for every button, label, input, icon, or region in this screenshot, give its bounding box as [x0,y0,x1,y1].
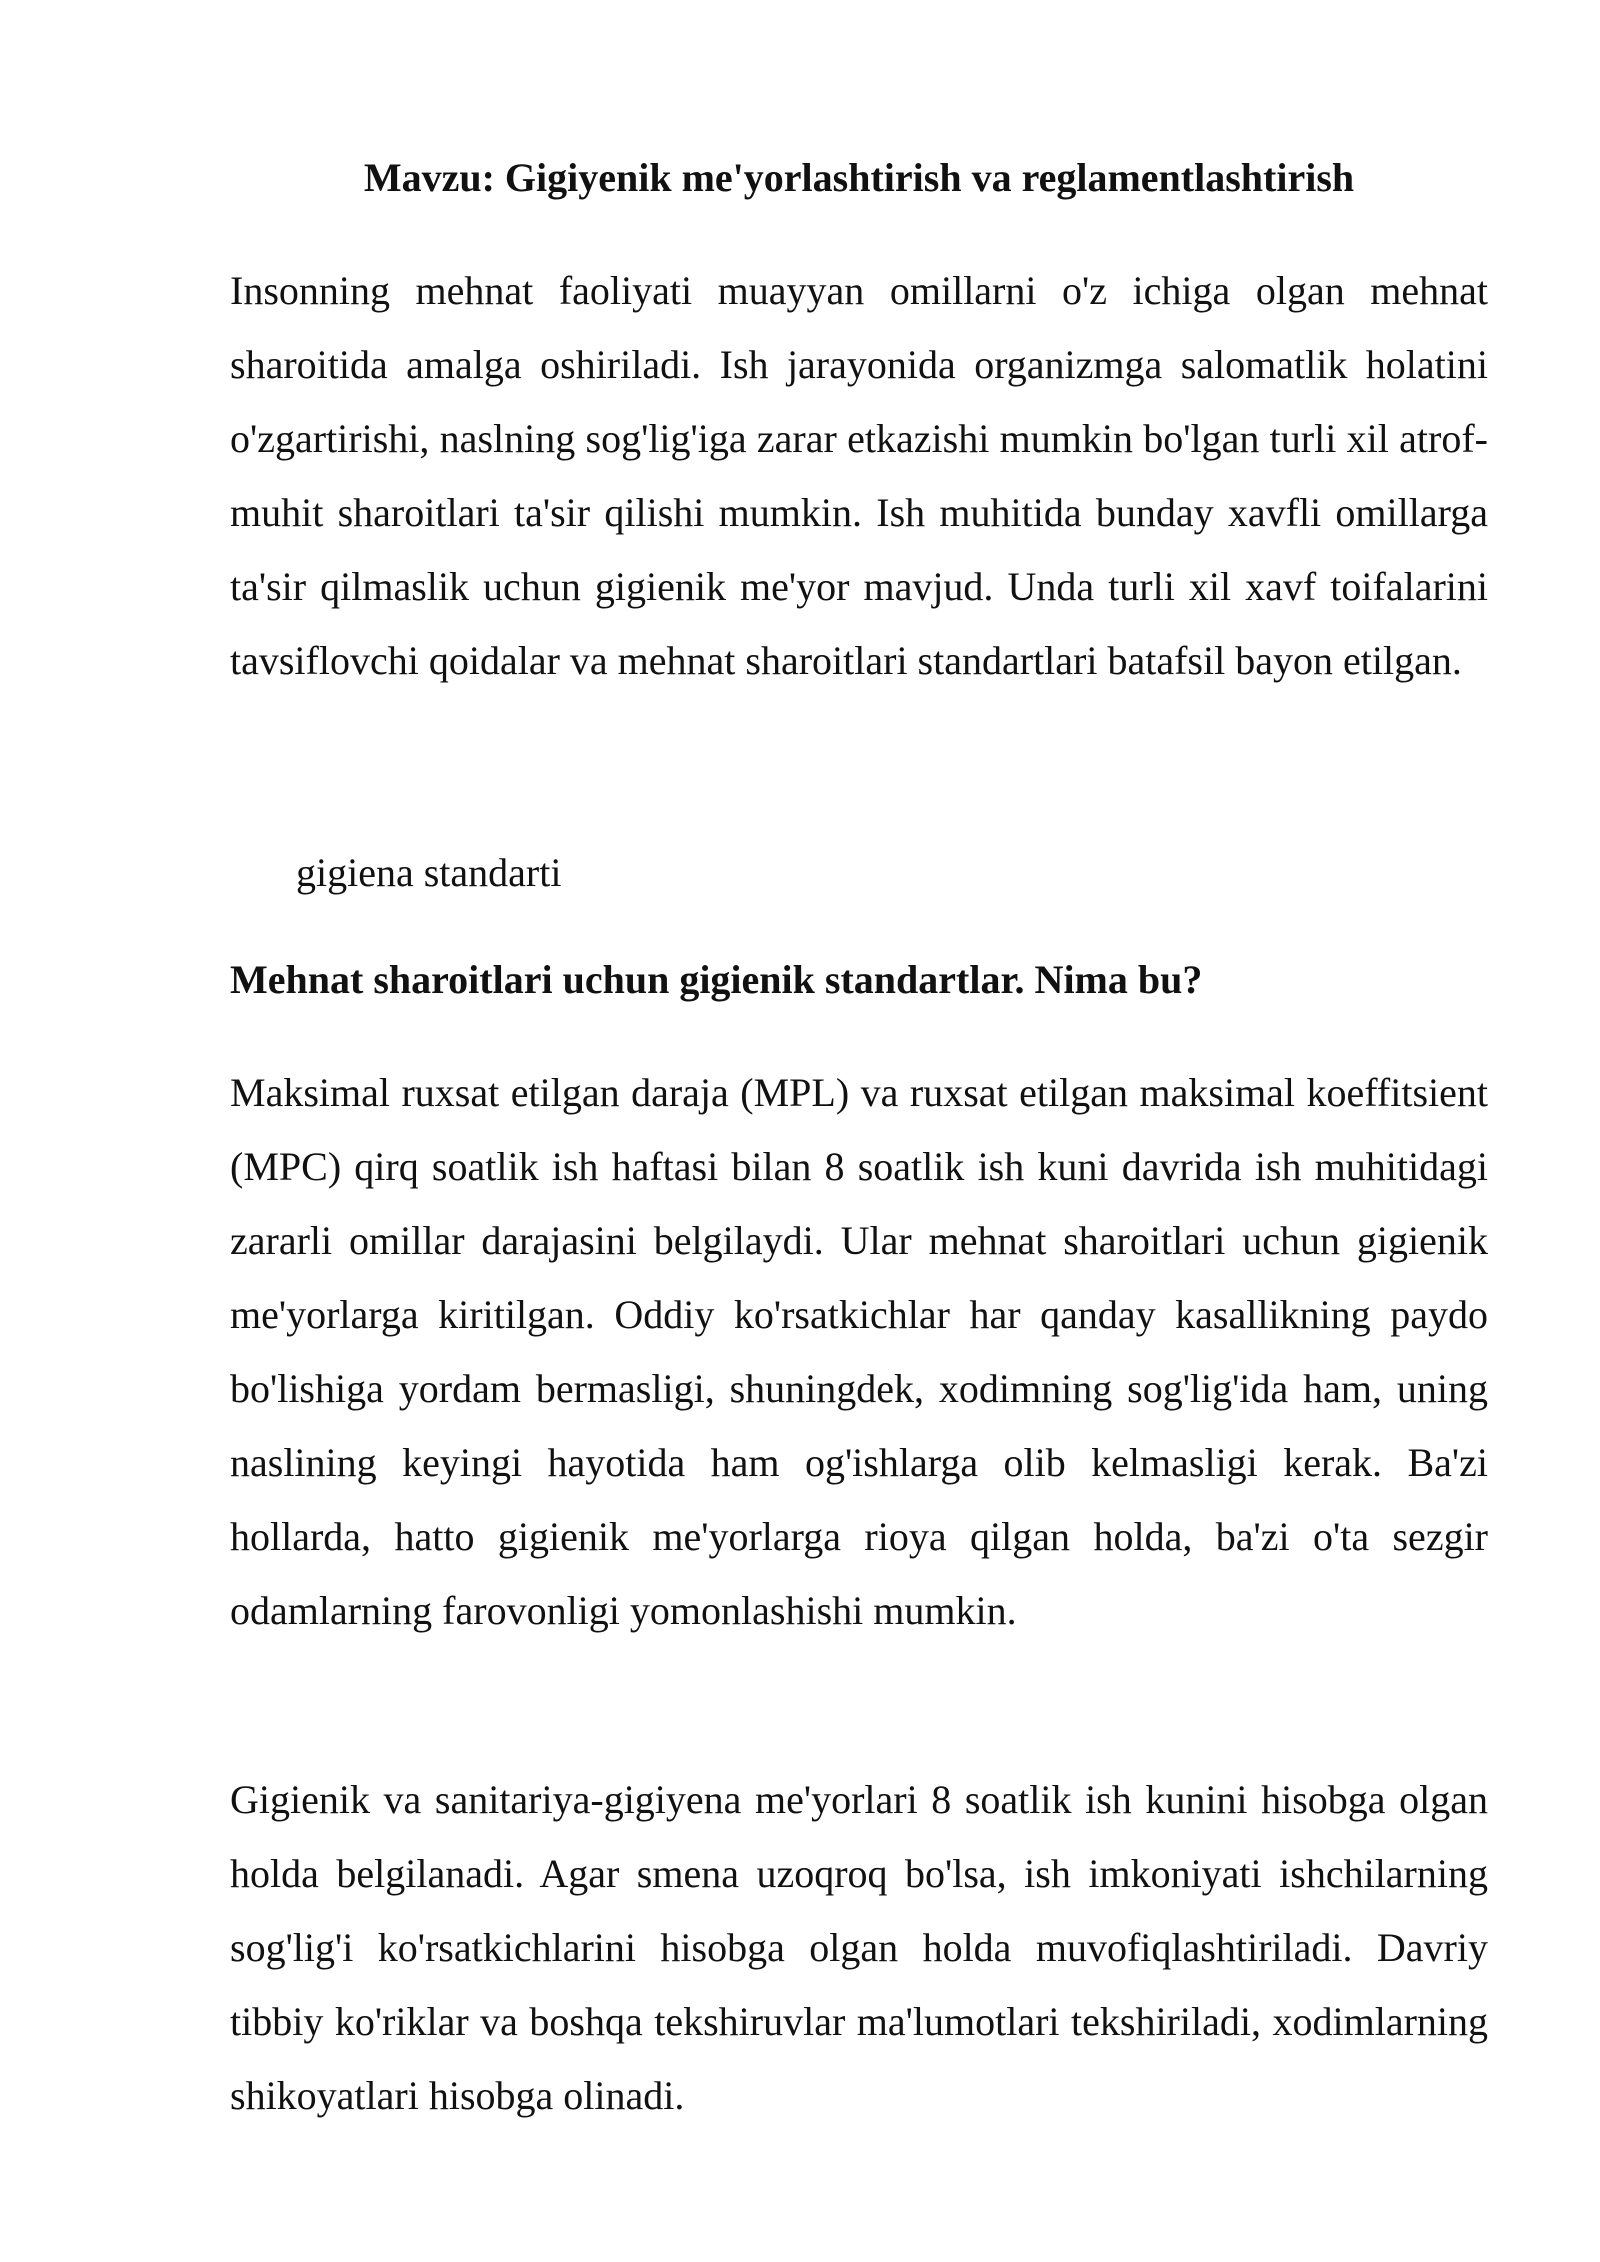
paragraph-standards: Maksimal ruxsat etilgan daraja (MPL) va ruxsat etilgan maksimal koeffitsient (MPC) qirq soatlik ish haftasi bilan 8 soatlik ish kuni davrida ish muhitidagi zararli omillar darajasini belgilaydi. Ular mehnat sharoitlari uchun gigienik me'yorlarga kiritilgan. Oddiy ko'rsatkichlar har qanday kasallikning paydo bo'lishiga yordam bermasligi, shuningdek, xodimning sog'lig'ida ham, uning naslining keyingi hayotida ham og'ishlarga olib kelmasligi kerak. Ba'zi hollarda, hatto gigienik me'yorlarga rioya qilgan holda, ba'zi o'ta sezgir odamlarning farovonligi yomonlashishi mumkin. [230,1070,1488,1633]
section-subheading: Mehnat sharoitlari uchun gigienik standartlar. Nima bu? [230,957,1203,1002]
image-caption: gigiena standarti [296,850,562,895]
paragraph-norms: Gigienik va sanitariya-gigiyena me'yorlari 8 soatlik ish kunini hisobga olgan holda belgilanadi. Agar smena uzoqroq bo'lsa, ish imkoniyati ishchilarning sog'lig'i ko'rsatkichlarini hisobga olgan holda muvofiqlashtiriladi. Davriy tibbiy ko'riklar va boshqa tekshiruvlar ma'lumotlari tekshiriladi, xodimlarning shikoyatlari hisobga olinadi. [230,1777,1488,2118]
document-title: Mavzu: Gigiyenik me'yorlashtirish va reglamentlashtirish [363,155,1355,200]
paragraph-intro: Insonning mehnat faoliyati muayyan omillarni o'z ichiga olgan mehnat sharoitida amalga oshiriladi. Ish jarayonida organizmga salomatlik holatini o'zgartirishi, naslning sog'lig'iga zarar etkazishi mumkin bo'lgan turli xil atrof-muhit sharoitlari ta'sir qilishi mumkin. Ish muhitida bunday xavfli omillarga ta'sir qilmaslik uchun gigienik me'yor mavjud. Unda turli xil xavf toifalarini tavsiflovchi qoidalar va mehnat sharoitlari standartlari batafsil bayon etilgan. [230,268,1488,683]
